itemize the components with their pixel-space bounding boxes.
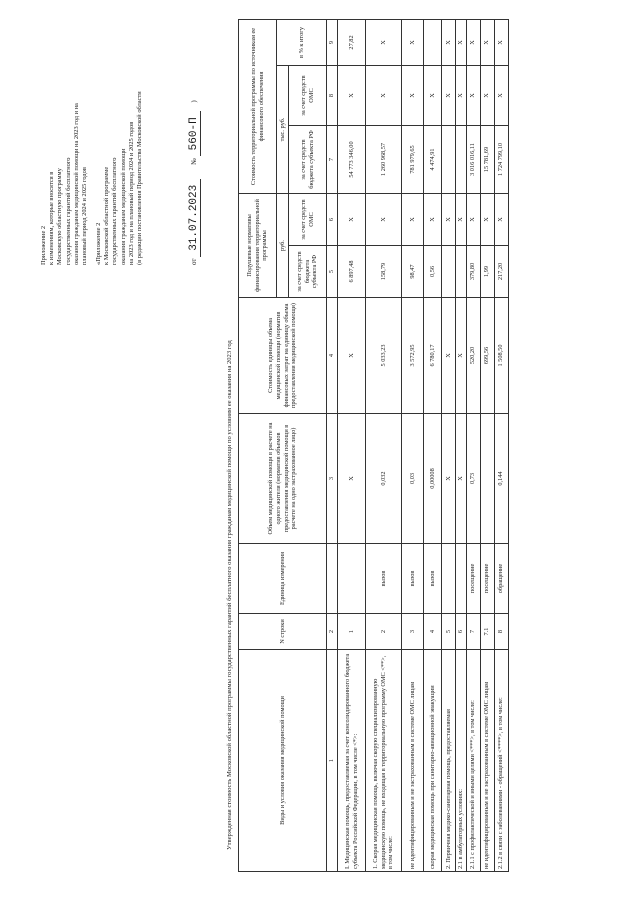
table-cell: 158,79 — [366, 246, 402, 298]
table-cell: 27,82 — [338, 19, 366, 65]
table-cell — [456, 126, 467, 194]
table-cell: X — [466, 19, 480, 65]
table-cell: X — [338, 194, 366, 246]
table-cell: 2 — [366, 614, 402, 650]
col-header-budget-rf: за счет средств бюджета субъекта РФ — [289, 126, 327, 194]
table-cell: 6 897,48 — [338, 246, 366, 298]
table-cell: 6 — [456, 614, 467, 650]
table-cell: X — [480, 66, 494, 126]
resolution-reference — [188, 100, 200, 265]
table-row — [494, 19, 508, 871]
appendix-title-line: к Московской областной программе — [103, 166, 111, 265]
table-cell: X — [338, 66, 366, 126]
table-cell: 520,20 — [466, 298, 480, 414]
col-header-percent: в % к итогу — [277, 19, 327, 65]
column-number: 4 — [327, 298, 338, 414]
table-cell: 1 724 799,10 — [494, 126, 508, 194]
col-header-per-capita: Подушевые нормативы финансирования территориальной программы — [239, 194, 277, 298]
appendix-title-line: на 2023 год и на плановый период 2024 и 2025 годов — [127, 121, 135, 265]
appendix-title-line: «Приложение 2 — [95, 222, 102, 265]
appendix-note-line: государственных гарантий бесплатного — [64, 157, 72, 265]
table-cell: 3 — [402, 614, 424, 650]
document-title: Утвержденная стоимость Московской областной программы государственных гарантий бесплатного оказания гражданам медицинской помощи по условиям ее оказания на 2023 год — [226, 340, 233, 850]
table-cell: вызов — [424, 544, 442, 614]
table-cell: 1 — [338, 614, 366, 650]
table-cell: 7 — [466, 614, 480, 650]
row-label: 2. Первичная медико-санитарная помощь, предоставляемая — [442, 650, 456, 872]
row-label: 1. Скорая медицинская помощь, включая скорую специализированную медицинскую помощь, не входящая в территориальную программу ОМС <**>, в том числе: — [366, 650, 402, 872]
appendix-title-line: (в редакции постановления Правительства Московской области — [136, 91, 144, 265]
table-cell: 379,80 — [466, 246, 480, 298]
unit-thous-rub: тыс. руб. — [277, 66, 289, 194]
table-cell: X — [442, 194, 456, 246]
table-cell: 0,144 — [494, 414, 508, 544]
appendix-note-line: к изменениям, которые вносятся в — [48, 171, 56, 265]
table-cell: 781 979,65 — [402, 126, 424, 194]
table-cell: X — [402, 19, 424, 65]
table-cell: X — [456, 414, 467, 544]
table-cell: 0,032 — [366, 414, 402, 544]
column-number: 8 — [327, 66, 338, 126]
table-cell: вызов — [402, 544, 424, 614]
table-cell — [424, 19, 442, 65]
col-header-volume: Объем медицинской помощи в расчете на одного жителя (норматив объемов предоставления медицинской помощи в расчете на одно застрахованное лицо) — [239, 414, 327, 544]
table-cell: X — [494, 66, 508, 126]
appendix-note — [40, 103, 89, 265]
table-cell — [456, 544, 467, 614]
table-cell: X — [456, 66, 467, 126]
appendix-note-line: плановый период 2024 и 2025 годов — [81, 167, 89, 265]
table-cell: X — [442, 414, 456, 544]
resolution-number: 560-П — [188, 111, 201, 156]
table-row — [456, 19, 467, 871]
table-row — [402, 19, 424, 871]
col-header-kind: Виды и условия оказания медицинской помощи — [239, 650, 327, 872]
column-number: 1 — [327, 650, 338, 872]
table-cell: 3 016 016,11 — [466, 126, 480, 194]
table-cell: X — [480, 194, 494, 246]
table-cell: 217,20 — [494, 246, 508, 298]
table-cell: 1 260 968,57 — [366, 126, 402, 194]
table-cell: X — [402, 66, 424, 126]
appendix-title — [95, 91, 144, 265]
row-label: не идентифицированным и не застрахованным в системе ОМС лицам — [402, 650, 424, 872]
table-cell: X — [466, 66, 480, 126]
col-header-cost: Стоимость единицы объема медицинской помощи (норматив финансовых затрат на единицу объема предоставления медицинской помощи) — [239, 298, 327, 414]
appendix-title-line: оказания гражданам медицинской помощи — [119, 148, 127, 265]
table-cell: 3 572,95 — [402, 298, 424, 414]
table-cell — [442, 126, 456, 194]
table-cell: X — [424, 66, 442, 126]
row-label: 2.1.2 в связи с заболеваниями - обращений <****>, в том числе: — [494, 650, 508, 872]
table-cell: посещение — [466, 544, 480, 614]
column-number: 5 — [327, 246, 338, 298]
appendix-note-line: Московскую областную программу — [56, 168, 64, 265]
table-row — [424, 19, 442, 871]
table-cell: X — [456, 298, 467, 414]
unit-rub: руб. — [277, 194, 289, 298]
table-cell: X — [366, 66, 402, 126]
table-cell: 4 — [424, 614, 442, 650]
table-cell — [442, 544, 456, 614]
table-cell: X — [456, 194, 467, 246]
col-header-program-cost: Стоимость территориальной программы по источникам ее финансового обеспечения — [239, 19, 277, 193]
col-header-oms: за счет средств ОМС — [289, 66, 327, 126]
table-cell: 98,47 — [402, 246, 424, 298]
table-cell: X — [366, 19, 402, 65]
table-cell: 5 033,23 — [366, 298, 402, 414]
row-label: скорая медицинская помощь при санитарно-авиационной эвакуации — [424, 650, 442, 872]
table-cell: 15 781,69 — [480, 126, 494, 194]
table-row — [466, 19, 480, 871]
row-label: I. Медицинская помощь, предоставляемая за счет консолидированного бюджета субъекта Российской Федерации, в том числе <*>: — [338, 650, 366, 872]
table-cell: X — [442, 66, 456, 126]
table-cell: X — [424, 194, 442, 246]
table-cell: обращение — [494, 544, 508, 614]
column-number: 2 — [327, 614, 338, 650]
table-cell: 1,99 — [480, 246, 494, 298]
table-row — [366, 19, 402, 871]
column-number: 3 — [327, 414, 338, 544]
table-cell: 4 474,91 — [424, 126, 442, 194]
table-cell — [480, 414, 494, 544]
date-prefix: от — [190, 258, 198, 265]
col-header-oms: за счет средств ОМС — [289, 194, 327, 246]
appendix-title-line: государственных гарантий бесплатного — [111, 157, 119, 265]
col-header-row-no: N строки — [239, 614, 327, 650]
resolution-date: 31.07.2023 — [188, 179, 201, 257]
table-cell: 0,00008 — [424, 414, 442, 544]
table-row — [338, 19, 366, 871]
table-cell: X — [494, 194, 508, 246]
table-cell — [338, 544, 366, 614]
table-cell: 0,56 — [424, 246, 442, 298]
table-cell: X — [402, 194, 424, 246]
table-cell: 699,56 — [480, 298, 494, 414]
cost-table — [238, 19, 509, 872]
number-sign: № — [190, 158, 198, 165]
column-number-row — [327, 19, 338, 871]
column-number: 6 — [327, 194, 338, 246]
appendix-note-line: оказания гражданам медицинской помощи на 2023 год и на — [72, 103, 80, 265]
table-cell: 5 — [442, 614, 456, 650]
table-cell: X — [466, 194, 480, 246]
table-cell: 8 — [494, 614, 508, 650]
column-number — [327, 544, 338, 614]
table-cell: X — [494, 19, 508, 65]
column-number: 7 — [327, 126, 338, 194]
closing-paren: ) — [190, 100, 198, 103]
table-cell: X — [338, 298, 366, 414]
table-cell: X — [442, 19, 456, 65]
table-cell — [456, 246, 467, 298]
row-label: 2.1.1 с профилактической и иными целями <***>, в том числе: — [466, 650, 480, 872]
table-cell: 54 773 346,00 — [338, 126, 366, 194]
table-cell — [442, 246, 456, 298]
table-body — [338, 19, 509, 871]
table-row — [480, 19, 494, 871]
table-cell: X — [456, 19, 467, 65]
column-number: 9 — [327, 19, 338, 65]
table-row — [442, 19, 456, 871]
table-cell: 6 780,17 — [424, 298, 442, 414]
table-cell: 0,73 — [466, 414, 480, 544]
table-cell: 1 508,50 — [494, 298, 508, 414]
table-cell: X — [480, 19, 494, 65]
table-cell: 7.1 — [480, 614, 494, 650]
table-cell: X — [338, 414, 366, 544]
table-cell: X — [442, 298, 456, 414]
col-header-budget-rf: за счет средств бюджета субъекта РФ — [289, 246, 327, 298]
table-cell: 0,03 — [402, 414, 424, 544]
appendix-note-line: Приложение 2 — [40, 225, 47, 265]
row-label: 2.1 в амбулаторных условиях: — [456, 650, 467, 872]
table-cell: X — [366, 194, 402, 246]
row-label: не идентифицированным и не застрахованным в системе ОМС лицам — [480, 650, 494, 872]
col-header-unit: Единица измерения — [239, 544, 327, 614]
table-cell: вызов — [366, 544, 402, 614]
table-cell: посещение — [480, 544, 494, 614]
